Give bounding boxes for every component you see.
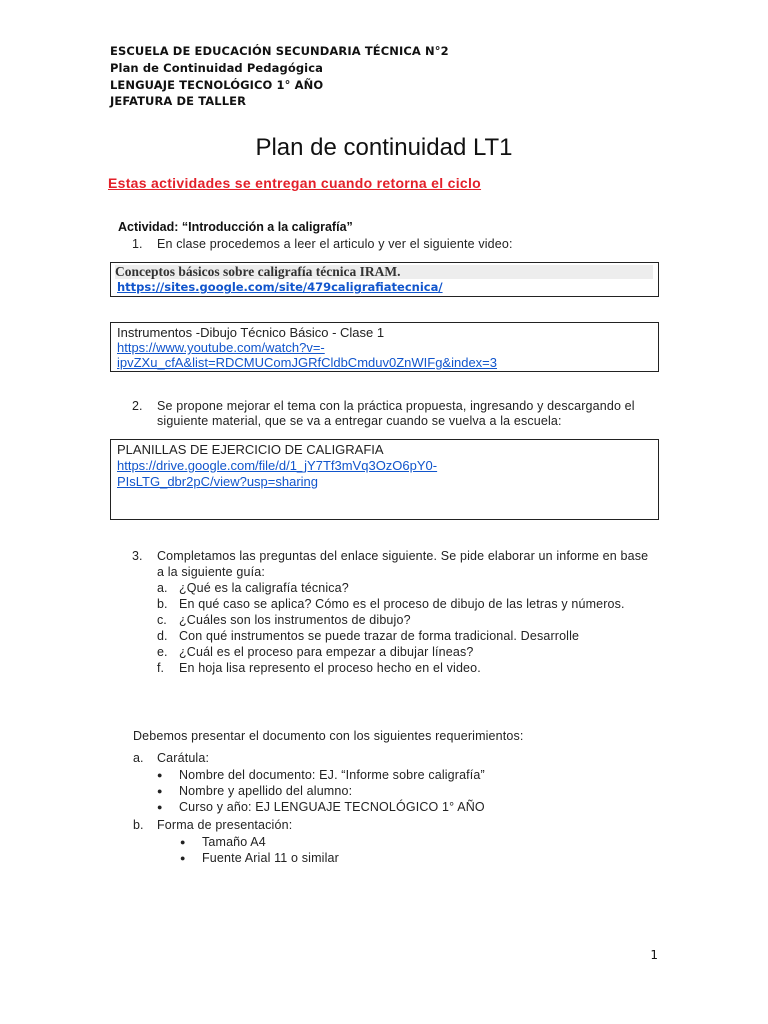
item1-number: 1. (132, 237, 143, 251)
requirement-b-letter: b. (133, 818, 144, 832)
bullet-icon: ● (157, 786, 163, 796)
resource-2-link-line1[interactable]: https://www.youtube.com/watch?v=- (117, 340, 325, 355)
question-letter: f. (157, 661, 164, 675)
resource-3-link-line2[interactable]: PIsLTG_dbr2pC/view?usp=sharing (117, 474, 319, 489)
resource-2-title: Instrumentos -Dibujo Técnico Básico - Clase 1 (117, 325, 385, 340)
bullet-icon: ● (180, 853, 186, 863)
item1-text: En clase procedemos a leer el articulo y ver el siguiente video: (157, 237, 513, 251)
school-name: ESCUELA DE EDUCACIÓN SECUNDARIA TÉCNICA N°2 (110, 44, 449, 58)
resource-2-link-line2[interactable]: ipvZXu_cfA&list=RDCMUComJGRfCldbCmduv0ZnWIFg&index=3 (117, 355, 498, 370)
subject-name: LENGUAJE TECNOLÓGICO 1° AÑO (110, 78, 324, 92)
resource-1-title: Conceptos básicos sobre caligrafía técnica IRAM. (115, 265, 653, 279)
item3-line2: a la siguiente guía: (157, 565, 265, 579)
question-text: ¿Qué es la caligrafía técnica? (179, 581, 349, 595)
department-name: JEFATURA DE TALLER (110, 94, 247, 108)
bullet-icon: ● (180, 837, 186, 847)
item2-line2: siguiente material, que se va a entregar cuando se vuelva a la escuela: (157, 414, 562, 428)
resource-3-title: PLANILLAS DE EJERCICIO DE CALIGRAFIA (117, 442, 384, 457)
format-bullet-text: Tamaño A4 (202, 835, 266, 849)
page-subtitle: Estas actividades se entregan cuando retorna el ciclo (108, 175, 482, 191)
requirement-b-label: Forma de presentación: (157, 818, 293, 832)
resource-3-link-line1[interactable]: https://drive.google.com/file/d/1_jY7Tf3mVq3OzO6pY0- (117, 458, 438, 473)
item2-line1: Se propone mejorar el tema con la práctica propuesta, ingresando y descargando el (157, 399, 635, 413)
question-text: En qué caso se aplica? Cómo es el proceso de dibujo de las letras y números. (179, 597, 625, 611)
question-letter: b. (157, 597, 168, 611)
resource-box-3 (110, 439, 659, 520)
item2-number: 2. (132, 399, 143, 413)
page-title: Plan de continuidad LT1 (255, 134, 513, 161)
format-bullet-text: Fuente Arial 11 o similar (202, 851, 339, 865)
requirement-a-label: Carátula: (157, 751, 210, 765)
page-number: 1 (650, 948, 658, 962)
item3-line1: Completamos las preguntas del enlace siguiente. Se pide elaborar un informe en base (157, 549, 649, 563)
bullet-icon: ● (157, 802, 163, 812)
requirements-intro: Debemos presentar el documento con los siguientes requerimientos: (133, 729, 524, 743)
cover-bullet-text: Nombre del documento: EJ. “Informe sobre caligrafía” (179, 768, 485, 782)
cover-bullet-text: Nombre y apellido del alumno: (179, 784, 353, 798)
question-letter: a. (157, 581, 168, 595)
resource-1-link[interactable]: https://sites.google.com/site/479caligrafiatecnica/ (117, 280, 443, 294)
bullet-icon: ● (157, 770, 163, 780)
cover-bullet-text: Curso y año: EJ LENGUAJE TECNOLÓGICO 1° AÑO (179, 800, 485, 814)
question-text: En hoja lisa represento el proceso hecho en el video. (179, 661, 481, 675)
question-letter: c. (157, 613, 167, 627)
question-letter: e. (157, 645, 168, 659)
question-letter: d. (157, 629, 168, 643)
question-text: Con qué instrumentos se puede trazar de forma tradicional. Desarrolle (179, 629, 580, 643)
question-text: ¿Cuáles son los instrumentos de dibujo? (179, 613, 411, 627)
resource-box-1 (110, 262, 659, 297)
resource-box-2 (110, 322, 659, 372)
requirement-a-letter: a. (133, 751, 144, 765)
question-text: ¿Cuál es el proceso para empezar a dibujar líneas? (179, 645, 474, 659)
activity-title: Actividad: “Introducción a la caligrafía” (118, 220, 353, 234)
item3-number: 3. (132, 549, 143, 563)
plan-name: Plan de Continuidad Pedagógica (110, 61, 323, 75)
